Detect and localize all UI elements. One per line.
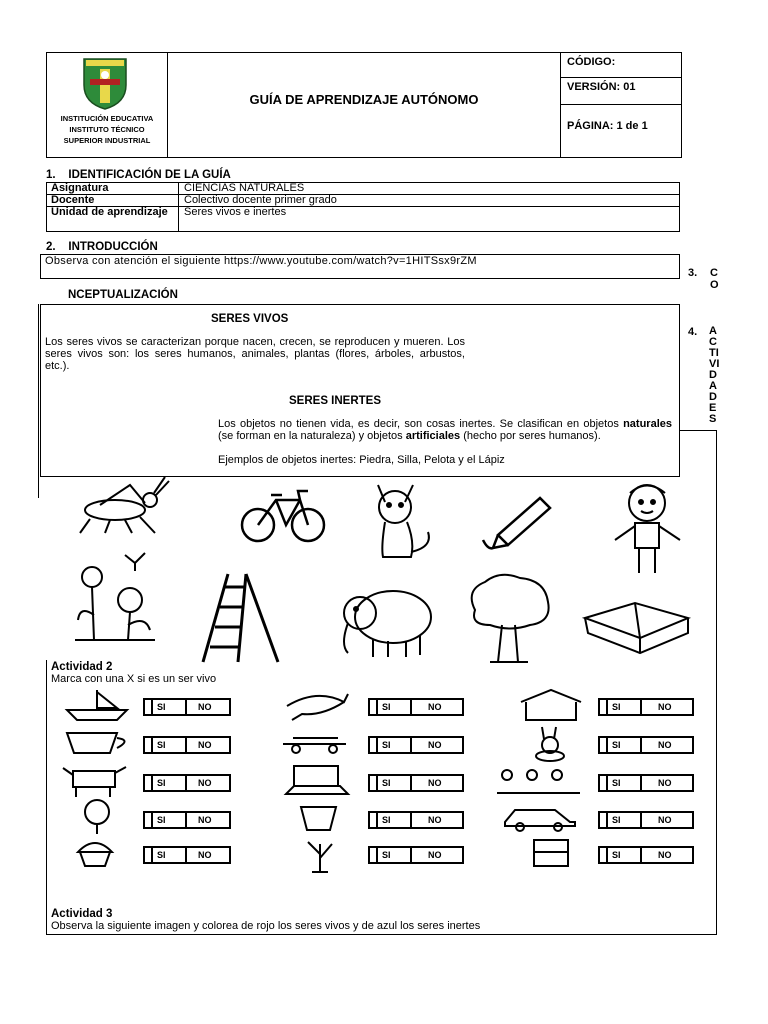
si-no-box[interactable]: SI NO [368,846,464,864]
dog-drawing [58,763,133,803]
concept-box [40,304,680,477]
pagina-label: PÁGINA: 1 de 1 [567,120,648,132]
si-no-box[interactable]: SI NO [143,736,231,754]
pencil-drawing [478,490,558,555]
car-toy-drawing [278,730,353,760]
cupcake-drawing [70,838,120,873]
cup-drawing [62,728,137,763]
si-no-box[interactable]: SI NO [368,736,464,754]
section1-heading: 1. IDENTIFICACIÓN DE LA GUÍA [46,169,231,181]
concept-heading: NCEPTUALIZACIÓN [68,289,178,301]
si-no-box[interactable]: SI NO [598,736,694,754]
si-no-box[interactable]: SI NO [598,698,694,716]
grasshopper-drawing [70,475,170,540]
figures-drawing [492,765,587,800]
row-label-unidad: Unidad de aprendizaje [51,206,168,218]
car-drawing [500,804,580,837]
boat-drawing [62,688,132,728]
flowers-drawing [70,545,160,650]
toy-blocks-drawing [526,836,576,877]
seres-inertes-text: Los objetos no tienen vida, es decir, son cosas inertes. Se clasifican en objetos naturales (se forman en la naturaleza) y objetos artificiales (hecho por seres humanos). [218,418,672,442]
activity3-instruction: Observa la siguiente imagen y colorea de rojo los seres vivos y de azul los seres inertes [51,920,481,932]
row-value-docente: Colectivo docente primer grado [184,194,337,206]
house-drawing [516,688,586,728]
seres-vivos-title: SERES VIVOS [211,313,289,325]
activities-left-border [46,660,47,935]
section3-number: 3. [688,267,698,279]
computer-drawing [284,764,354,801]
institution-name: INSTITUCIÓN EDUCATIVA INSTITUTO TÉCNICO SUPERIOR INDUSTRIAL [60,114,154,145]
activities-bottom-border [46,934,717,935]
si-no-box[interactable]: SI NO [598,811,694,829]
codigo-label: CÓDIGO: [567,56,616,68]
seres-inertes-title: SERES INERTES [289,395,382,407]
school-crest-logo [80,55,130,111]
si-no-box[interactable]: SI NO [368,811,464,829]
introduction-text: Observa con atención el siguiente https://www.youtube.com/watch?v=1HITSsx9rZM [45,255,477,267]
activity2-instruction: Marca con una X si es un ser vivo [51,673,217,685]
si-no-box[interactable]: SI NO [143,846,231,864]
activity3-title: Actividad 3 [51,908,113,920]
plant-drawing [300,834,340,879]
bucket-drawing [296,802,341,837]
ladder-drawing [198,572,283,669]
boy-drawing [605,478,690,583]
activity2-title: Actividad 2 [51,661,113,673]
book-drawing [580,598,692,663]
row-value-unidad: Seres vivos e inertes [184,206,287,218]
si-no-box[interactable]: SI NO [143,774,231,792]
outer-left-border [38,304,39,498]
seres-inertes-examples: Ejemplos de objetos inertes: Piedra, Silla, Pelota y el Lápiz [218,454,505,466]
row-value-asignatura: CIENCIAS NATURALES [184,182,305,194]
si-no-box[interactable]: SI NO [598,774,694,792]
tree-drawing [460,570,555,670]
elephant-drawing [338,585,438,665]
si-no-box[interactable]: SI NO [143,811,231,829]
page-title: GUÍA DE APRENDIZAJE AUTÓNOMO [249,92,479,107]
activities-right-border [716,430,717,935]
small-tree-drawing [62,798,132,841]
section3-fragment: C O [710,267,719,291]
dolphin-drawing [282,688,352,728]
row-label-docente: Docente [51,194,95,206]
seres-vivos-text: Los seres vivos se caracterizan porque nacen, crecen, se reproducen y mueren. Los seres vivos son: los seres humanos, animales, plantas (flores, árboles, arbustos, etc.). [45,336,465,372]
si-no-box[interactable]: SI NO [368,774,464,792]
si-no-box[interactable]: SI NO [143,698,231,716]
bunny-drawing [520,725,580,766]
row-label-asignatura: Asignatura [51,182,109,194]
si-no-box[interactable]: SI NO [598,846,694,864]
section4-number: 4. [688,326,698,338]
version-label: VERSIÓN: 01 [567,81,636,93]
header-divider-right [560,52,561,158]
section4-fragment: A C TI VI D A D E S [709,325,720,425]
section2-heading: 2. INTRODUCCIÓN [46,241,158,253]
si-no-box[interactable]: SI NO [368,698,464,716]
cat-drawing [363,477,443,567]
bicycle-drawing [238,485,328,550]
